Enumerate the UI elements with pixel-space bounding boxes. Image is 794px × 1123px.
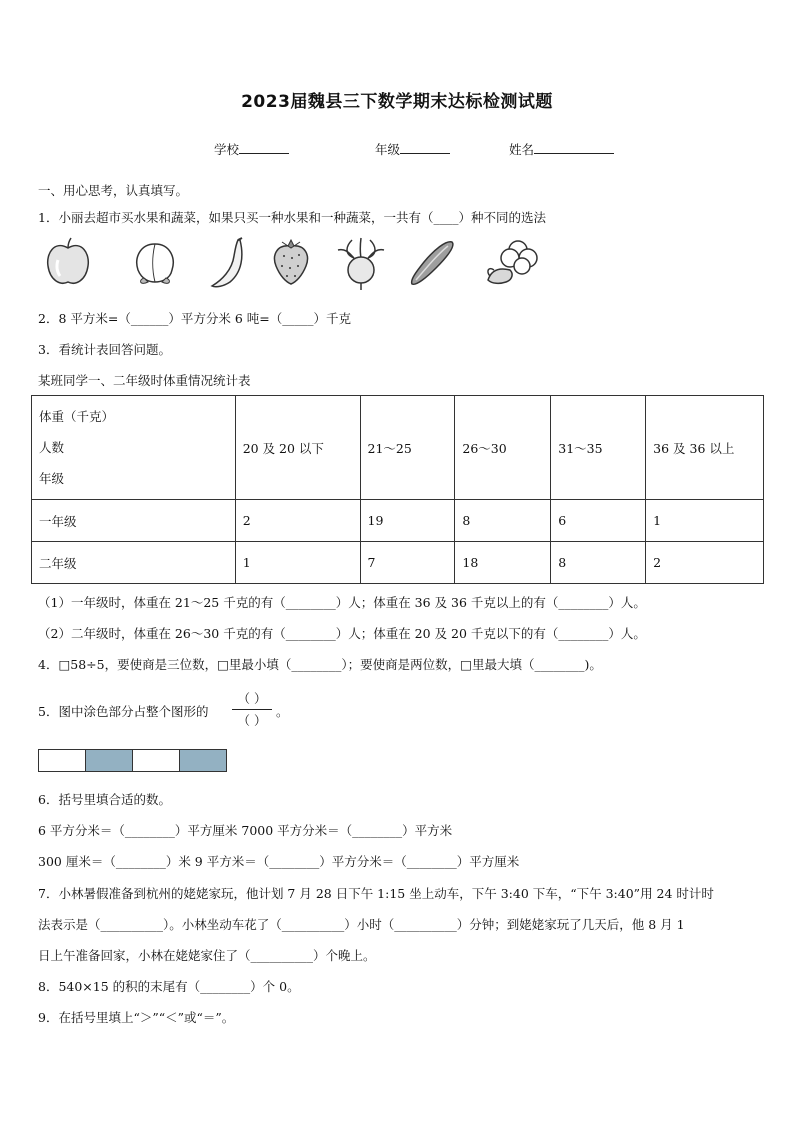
name-blank[interactable] (534, 140, 614, 154)
table-cell: 8 (455, 500, 551, 542)
radish-icon (332, 236, 390, 292)
peach-icon (130, 236, 180, 288)
q3-sub1: （1）一年级时，体重在 21～25 千克的有（________）人；体重在 36 及 36 千克以上的有（________）人。 (38, 595, 646, 610)
q1-images (38, 236, 558, 292)
row-grade-label: 二年级 (32, 542, 236, 584)
grade-field (375, 140, 450, 158)
corner-count-label: 人数 (39, 440, 65, 455)
q5-text: 5．图中涂色部分占整个图形的 (38, 704, 209, 719)
column-header: 20 及 20 以下 (235, 396, 360, 500)
table-row (32, 542, 764, 584)
column-header: 21～25 (360, 396, 455, 500)
school-field (214, 140, 289, 158)
q7-line2: 法表示是（__________）。小林坐动车花了（__________）小时（__________）分钟；到姥姥家玩了几天后，他 8 月 1 (38, 917, 685, 932)
weight-stats-table (31, 395, 764, 584)
q4-text: 4．□58÷5，要使商是三位数，□里最小填（________）；要使商是两位数，□里最大填（________)。 (38, 657, 602, 672)
q9-text: 9．在括号里填上“＞”“＜”或“＝”。 (38, 1010, 235, 1025)
table-cell: 6 (551, 500, 646, 542)
figure-part (179, 749, 227, 772)
q1-text: 1．小丽去超市买水果和蔬菜，如果只买一种水果和一种蔬菜，一共有（____）种不同的选法 (38, 210, 546, 225)
q5-shaded-figure (38, 749, 227, 772)
corner-weight-label: 体重（千克） (39, 409, 115, 424)
figure-part (85, 749, 133, 772)
apple-icon (44, 236, 92, 288)
q7-line1: 7．小林暑假准备到杭州的姥姥家玩，他计划 7 月 28 日下午 1:15 坐上动车，下午 3:40 下车，“下午 3:40”用 24 时计时 (38, 886, 714, 901)
cucumber-icon (404, 236, 458, 288)
fraction-bar (232, 709, 272, 710)
corner-grade-label: 年级 (39, 471, 65, 486)
table-caption: 某班同学一、二年级时体重情况统计表 (38, 373, 251, 388)
strawberry-icon (270, 236, 312, 286)
table-cell: 2 (646, 542, 764, 584)
name-field (509, 140, 614, 158)
q5-fraction (230, 689, 274, 731)
table-cell: 8 (551, 542, 646, 584)
q6-line2: 300 厘米＝（________）米 9 平方米＝（________）平方分米＝（________）平方厘米 (38, 854, 520, 869)
school-label: 学校 (214, 142, 240, 157)
figure-part (38, 749, 86, 772)
q6-text: 6．括号里填合适的数。 (38, 792, 171, 807)
q3-text: 3．看统计表回答问题。 (38, 342, 171, 357)
q8-text: 8．540×15 的积的末尾有（________）个 0。 (38, 979, 300, 994)
table-cell: 18 (455, 542, 551, 584)
table-cell: 1 (235, 542, 360, 584)
column-header: 36 及 36 以上 (646, 396, 764, 500)
q5-tail: 。 (276, 704, 289, 719)
page-title: 2023届魏县三下数学期末达标检测试题 (241, 92, 553, 112)
section1-heading: 一、用心思考，认真填写。 (38, 183, 189, 198)
table-corner-cell (32, 396, 236, 500)
q2-text: 2．8 平方米=（______）平方分米 6 吨=（_____）千克 (38, 311, 351, 326)
column-header: 31～35 (551, 396, 646, 500)
table-cell: 1 (646, 500, 764, 542)
q6-line1: 6 平方分米＝（________）平方厘米 7000 平方分米＝（________）平方米 (38, 823, 453, 838)
q7-line3: 日上午准备回家，小林在姥姥家住了（__________）个晚上。 (38, 948, 376, 963)
q3-sub2: （2）二年级时，体重在 26～30 千克的有（________）人；体重在 20 及 20 千克以下的有（________）人。 (38, 626, 646, 641)
row-grade-label: 一年级 (32, 500, 236, 542)
banana-icon (208, 236, 252, 290)
school-blank[interactable] (239, 140, 289, 154)
table-row (32, 500, 764, 542)
fraction-denominator[interactable]: （ ） (237, 713, 267, 728)
table-cell: 19 (360, 500, 455, 542)
table-header-row (32, 396, 764, 500)
figure-part (132, 749, 180, 772)
grade-blank[interactable] (400, 140, 450, 154)
cauliflower-icon (482, 236, 542, 288)
table-cell: 7 (360, 542, 455, 584)
name-label: 姓名 (509, 142, 535, 157)
grade-label: 年级 (375, 142, 401, 157)
fraction-numerator[interactable]: （ ） (237, 691, 267, 706)
table-cell: 2 (235, 500, 360, 542)
column-header: 26～30 (455, 396, 551, 500)
